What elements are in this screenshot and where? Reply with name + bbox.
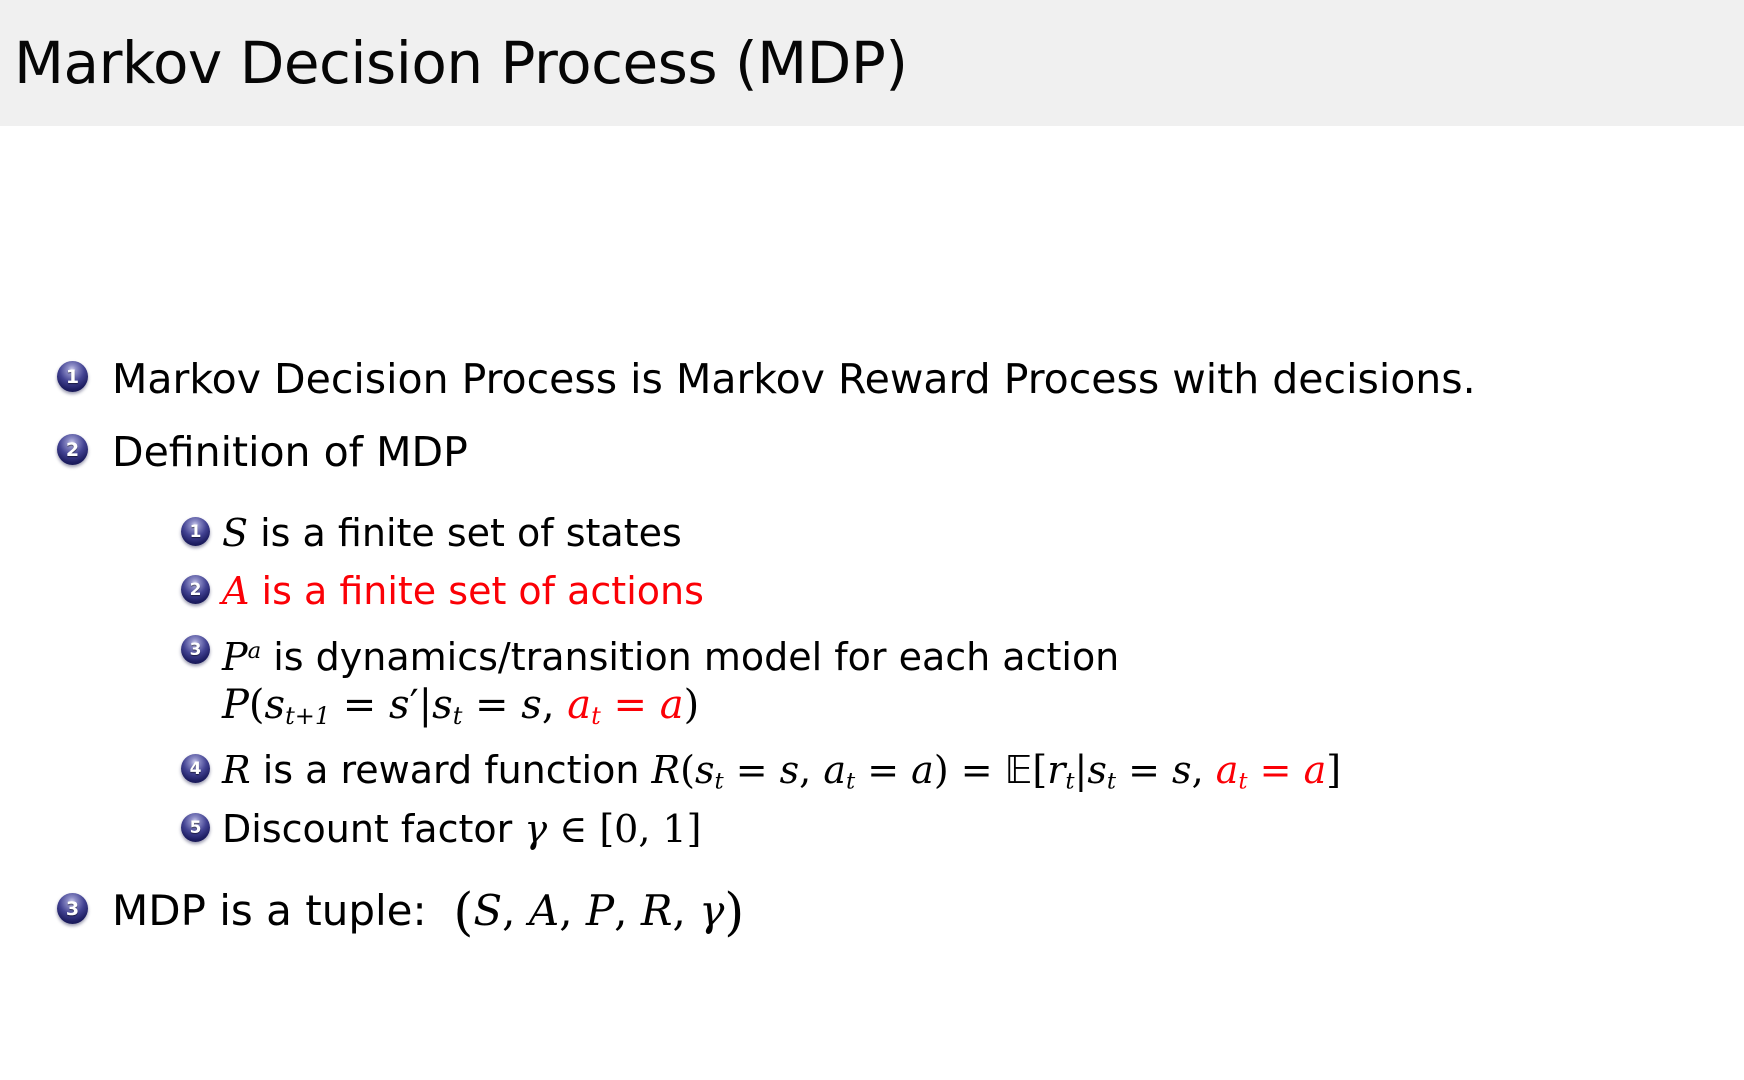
text-segment: MDP is a tuple: bbox=[112, 886, 454, 935]
transition-model-formula bbox=[222, 676, 699, 745]
text-segment: t+1 bbox=[285, 701, 331, 730]
text-segment: , bbox=[614, 886, 641, 935]
text-segment: ) bbox=[683, 682, 700, 728]
sublist-item-1-badge: 1 bbox=[181, 517, 210, 546]
text-segment: a bbox=[659, 682, 684, 728]
text-segment: P bbox=[222, 682, 249, 728]
sublist-item-5 bbox=[181, 806, 701, 852]
text-segment: a bbox=[567, 682, 592, 728]
text-segment: s bbox=[264, 682, 286, 728]
sublist-item-2-text bbox=[222, 568, 704, 614]
page-title: Markov Decision Process (MDP) bbox=[14, 29, 908, 97]
text-segment: s bbox=[432, 682, 453, 728]
text-segment: R bbox=[222, 748, 251, 792]
text-segment: s bbox=[779, 748, 800, 792]
text-segment: ) = bbox=[933, 748, 1005, 792]
text-segment: Discount factor bbox=[222, 807, 525, 851]
text-segment: = bbox=[600, 682, 660, 728]
text-segment: S bbox=[473, 886, 503, 935]
sublist-item-1 bbox=[181, 510, 682, 556]
text-segment: , bbox=[1191, 748, 1216, 792]
text-segment: γ bbox=[699, 886, 725, 935]
text-segment: ] bbox=[1326, 748, 1342, 792]
text-segment: ( bbox=[453, 882, 474, 943]
text-segment: ( bbox=[680, 748, 695, 792]
sublist-item-2-badge: 2 bbox=[181, 575, 210, 604]
text-segment: t bbox=[1106, 768, 1117, 795]
text-segment: P bbox=[585, 886, 615, 935]
text-segment: , bbox=[541, 682, 568, 728]
text-segment: t bbox=[845, 768, 856, 795]
text-segment: Definition of MDP bbox=[112, 428, 468, 476]
text-segment: , bbox=[672, 886, 700, 935]
text-segment: , bbox=[799, 748, 824, 792]
text-segment: t bbox=[1065, 768, 1075, 795]
text-segment: r bbox=[1047, 748, 1066, 792]
text-segment: γ bbox=[524, 807, 548, 851]
text-segment: ′ bbox=[409, 682, 419, 728]
text-segment: Markov Decision Process is Markov Reward Process with decisions. bbox=[112, 355, 1476, 403]
sublist-item-4-text bbox=[222, 747, 1341, 804]
sublist-item-3-badge: 3 bbox=[181, 635, 210, 664]
text-segment: , bbox=[559, 886, 586, 935]
text-segment: , bbox=[502, 886, 529, 935]
text-segment: s bbox=[694, 748, 715, 792]
text-segment: s bbox=[521, 682, 542, 728]
item-2-text bbox=[112, 427, 468, 477]
text-segment: a bbox=[247, 638, 262, 664]
text-segment: t bbox=[591, 701, 601, 730]
item-3-text bbox=[112, 880, 744, 944]
text-segment: is a finite set of states bbox=[248, 511, 682, 555]
text-segment: = bbox=[1247, 748, 1304, 792]
list-item-1 bbox=[57, 354, 1476, 404]
text-segment: s bbox=[389, 682, 410, 728]
text-segment: | bbox=[418, 682, 433, 728]
sublist-item-4-badge: 4 bbox=[181, 754, 210, 783]
text-segment: S bbox=[222, 511, 249, 555]
text-segment: ) bbox=[724, 882, 745, 943]
list-item-2 bbox=[57, 427, 468, 477]
sublist-item-5-badge: 5 bbox=[181, 813, 210, 842]
sublist-item-1-text bbox=[222, 510, 682, 556]
text-segment: a bbox=[911, 748, 934, 792]
sublist-item-4 bbox=[181, 747, 1341, 804]
item-2-badge: 2 bbox=[57, 434, 88, 465]
sublist-item-2 bbox=[181, 568, 704, 614]
text-segment: is a reward function bbox=[250, 748, 652, 792]
text-segment: A bbox=[222, 569, 250, 613]
text-segment: P bbox=[222, 634, 248, 679]
text-segment: is dynamics/transition model for each action bbox=[261, 634, 1120, 679]
text-segment: t bbox=[1238, 768, 1248, 795]
text-segment: ( bbox=[248, 682, 265, 728]
text-segment: = bbox=[855, 748, 912, 792]
text-segment: t bbox=[714, 768, 724, 795]
text-segment: t bbox=[452, 701, 463, 730]
text-segment: 𝔼 bbox=[1004, 748, 1033, 792]
text-segment: A bbox=[528, 886, 560, 935]
text-segment: a bbox=[1303, 748, 1327, 792]
text-segment: is a finite set of actions bbox=[249, 569, 704, 613]
text-segment: s bbox=[1172, 748, 1192, 792]
text-segment: a bbox=[1215, 748, 1239, 792]
text-segment: = bbox=[723, 748, 780, 792]
text-segment: s bbox=[1087, 748, 1107, 792]
sublist-item-3 bbox=[181, 628, 1119, 680]
text-segment: = bbox=[330, 682, 390, 728]
text-segment: = bbox=[1116, 748, 1173, 792]
sublist-item-3-text bbox=[222, 628, 1119, 680]
text-segment: = bbox=[462, 682, 522, 728]
text-segment: R bbox=[651, 748, 681, 792]
item-1-text bbox=[112, 354, 1476, 404]
sublist-item-5-text bbox=[222, 806, 701, 852]
text-segment: a bbox=[823, 748, 846, 792]
item-3-badge: 3 bbox=[57, 893, 88, 924]
text-segment: ∈ [0, 1] bbox=[547, 807, 702, 851]
text-segment: [ bbox=[1032, 748, 1048, 792]
text-segment: R bbox=[640, 886, 673, 935]
item-1-badge: 1 bbox=[57, 361, 88, 392]
text-segment: | bbox=[1074, 748, 1088, 792]
transition-model-formula-text bbox=[222, 676, 699, 745]
list-item-3 bbox=[57, 880, 744, 944]
